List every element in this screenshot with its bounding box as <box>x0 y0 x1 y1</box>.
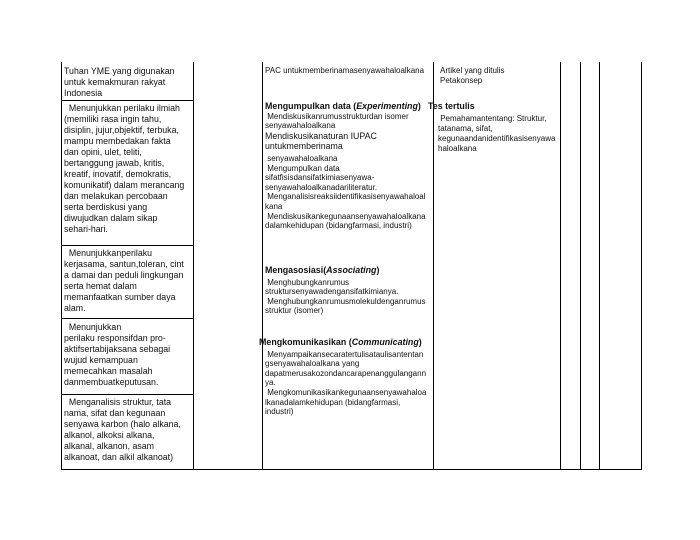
text-line: Mendiskusikanaturan IUPAC <box>265 130 377 141</box>
text-line: memanfaatkan sumber daya <box>64 291 176 302</box>
text-line: Menganalisisreaksiidentifikasisenyawahaloal <box>265 192 426 202</box>
text-line: senyawa karbon (halo alkana, <box>64 418 181 429</box>
col1-cell-1 <box>64 66 192 99</box>
text-line: tatanama, sifat, <box>438 124 493 134</box>
text-line: disiplin, jujur,objektif, terbuka, <box>64 124 179 135</box>
col3-section-experimenting <box>265 101 433 231</box>
text-line: Artikel yang ditulis <box>440 66 505 75</box>
section-title: Tes tertulis <box>428 101 475 111</box>
text-line: Menunjukkanperilaku <box>64 248 153 258</box>
text-line: struktursenyawadengansifatkimianya. <box>265 287 399 297</box>
text-line: ya. <box>265 378 276 388</box>
text-line: kana <box>265 201 283 211</box>
text-line: memecahkan masalah <box>64 365 153 376</box>
text-line: Mengkomunikasikankegunaansenyawahaloa <box>265 388 427 398</box>
text-line: Menghubungkanrumus <box>265 277 350 287</box>
text-line: PAC untukmemberinamasenyawahaloalkana <box>265 66 425 75</box>
col1-row-sep-4 <box>61 394 194 395</box>
text-line: diwujudkan dalam sikap <box>64 212 158 223</box>
text-line: alkanol, alkoksi alkana, <box>64 429 155 440</box>
text-line: Mendiskusikanrumusstrukturdan isomer <box>265 111 409 121</box>
text-line: komunikatif) dalam merancang <box>64 179 185 190</box>
text-line: aktifsertabijaksana sebagai <box>64 343 171 354</box>
col6-divider <box>599 62 600 470</box>
text-line: Indonesia <box>64 87 103 98</box>
col3-section-communicating <box>259 337 427 417</box>
col1-row-sep-2 <box>61 245 194 246</box>
text-line: untuk kemakmuran rakyat <box>64 76 166 87</box>
text-line: senyawahaloalkana <box>265 121 336 131</box>
col1-cell-3 <box>64 248 192 314</box>
text-line: dalamkehidupan (bidangfarmasi, industri) <box>265 221 412 231</box>
text-line: wujud kemampuan <box>64 354 138 365</box>
table-border-bottom <box>61 469 642 470</box>
text-line: (memiliki rasa ingin tahu, <box>64 113 162 124</box>
col1-divider <box>193 62 194 470</box>
text-line: mampu membedakan fakta <box>64 135 171 146</box>
text-line: danmembuatkeputusan. <box>64 376 159 387</box>
section-title: Mengasosiasi(Associating) <box>265 265 380 275</box>
text-line: Menyampaikansecaratertulisataulisantentan <box>265 349 424 359</box>
text-line: Mendiskusikankegunaansenyawahaloalkana <box>265 211 426 221</box>
text-line: untukmemberinama <box>265 141 343 152</box>
text-line: lkanadalamkehidupan (bidangfarmasi, <box>265 397 401 407</box>
text-line: a damai dan peduli lingkungan <box>64 269 184 280</box>
col3-top <box>265 66 433 76</box>
text-line: perilaku responsifdan pro- <box>64 332 166 343</box>
text-line: serta hemat dalam <box>64 280 137 291</box>
text-line: dan opini, ulet, teliti, <box>64 146 142 157</box>
text-line: dan melakukan percobaan <box>64 190 168 201</box>
col1-cell-4 <box>64 322 192 388</box>
col1-row-sep-1 <box>61 100 194 101</box>
text-line: sehari-hari. <box>64 223 109 234</box>
text-line: Pemahamantentang: Struktur, <box>438 114 547 124</box>
text-line: senyawahaloalkana <box>265 153 338 163</box>
text-line: sifatfisisdansifatkimiasenyawa- <box>265 173 375 183</box>
text-line: alkanal, alkanon, asam <box>64 440 154 451</box>
col4-top <box>440 66 564 86</box>
text-line: haloalkana <box>438 144 477 154</box>
col4-divider <box>560 62 561 470</box>
col1-cell-2 <box>64 103 192 235</box>
text-line: Menunjukkan perilaku ilmiah <box>64 103 180 113</box>
text-line: gsenyawahaloalkana yang <box>265 359 360 369</box>
text-line: industri) <box>265 407 294 417</box>
text-line: kerjasama, santun,toleran, cint <box>64 258 184 269</box>
text-line: Menghubungkanrumusmolekuldenganrumus <box>265 296 426 306</box>
text-line: Menunjukkan <box>64 322 122 332</box>
text-line: alkanoat, dan alkil alkanoat) <box>64 451 174 462</box>
text-line: nama, sifat dan kegunaan <box>64 407 166 418</box>
text-line: Petakonsep <box>440 76 483 85</box>
text-line: struktur (isomer) <box>265 306 324 316</box>
table-border-right <box>641 62 642 470</box>
text-line: kreatif, inovatif, demokratis, <box>64 168 172 179</box>
text-line: senyawahaloalkanadariliteratur. <box>265 182 378 192</box>
text-line: Mengumpulkan data <box>265 163 340 173</box>
text-line: serta berdiskusi yang <box>64 201 148 212</box>
table-border-left <box>61 62 62 470</box>
text-line: alam. <box>64 302 86 313</box>
col4-assessment <box>428 101 556 154</box>
col3-section-associating <box>265 265 433 316</box>
text-line: bertanggung jawab, kritis, <box>64 157 165 168</box>
section-title: Mengumpulkan data (Experimenting) <box>265 101 421 111</box>
col1-cell-5 <box>64 397 192 463</box>
col5-divider <box>580 62 581 470</box>
text-line: Menganalisis struktur, tata <box>64 397 172 407</box>
text-line: Tuhan YME yang digunakan <box>64 66 175 76</box>
section-title: Mengkomunikasikan (Communicating) <box>259 337 422 347</box>
text-line: dapatmerusakozondancarapenanggulangann <box>265 368 427 378</box>
text-line: kegunaandanidentifikasisenyawa <box>438 134 556 144</box>
col1-row-sep-3 <box>61 318 194 319</box>
